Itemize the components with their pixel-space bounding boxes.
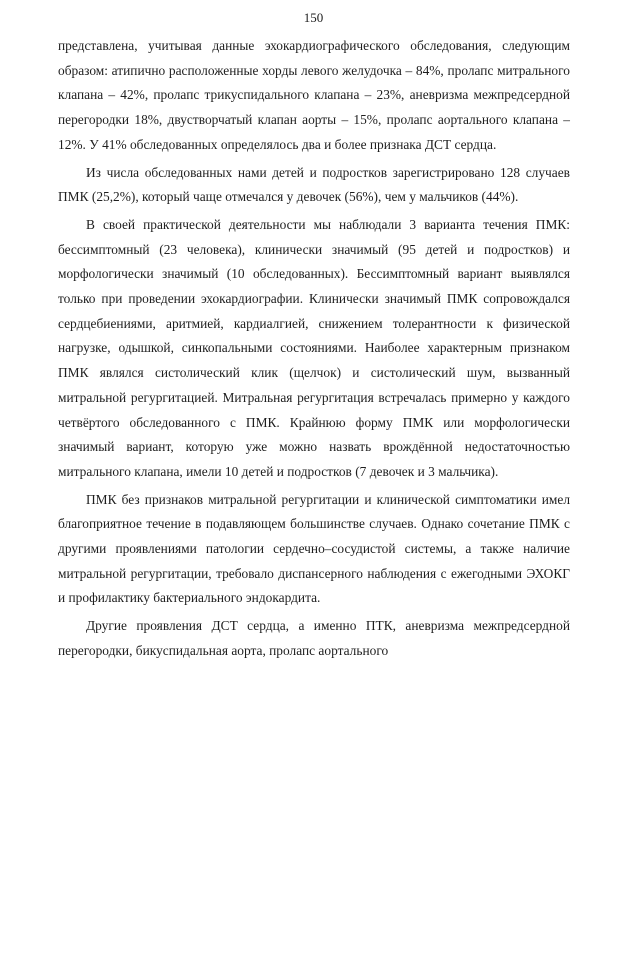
paragraph-1: представлена, учитывая данные эхокардиографического обследования, следующим образом: атипично расположенные хорды левого желудочка – 84%, пролапс митрального клапана – 42%, пролапс трикуспидального клапана – 23%, аневризма межпредсердной перегородки 18%, двустворчатый клапан аорты – 15%, пролапс аортального клапана – 12%. У 41% обследованных определялось два и более признака ДСТ сердца.: [58, 38, 570, 152]
paragraph-4: ПМК без признаков митральной регургитации и клинической симптоматики имел благоприятное течение в подавляющем большинстве случаев. Однако сочетание ПМК с другими проявлениями патологии сердечно–сосудистой системы, а также наличие митральной регургитации, требовало диспансерного наблюдения с ежегодными ЭХОКГ и профилактику бактериального эндокардита.: [58, 491, 570, 606]
body-text: [58, 34, 570, 664]
paragraph-3: В своей практической деятельности мы наблюдали 3 варианта течения ПМК: бессимптомный (23 человека), клинически значимый (95 детей и подростков) и морфологически значимый (10 обследованных). Бессимптомный вариант выявлялся только при проведении эхокардиографии. Клинически значимый ПМК сопровождался сердцебиениями, аритмией, кардиалгией, снижением толерантности к физической нагрузке, одышкой, синкопальными состояниями. Наиболее характерным признаком ПМК являлся систолический клик (щелчок) и систолический шум, вызванный митральной регургитацией. Митральная регургитация встречалась примерно у каждого четвёртого обследованного с ПМК. Крайнюю форму ПМК или морфологически значимый вариант, которую уже можно назвать врождённой недостаточностью митрального клапана, имели 10 детей и подростков (7 девочек и 3 мальчика).: [58, 216, 570, 479]
paragraph-2: Из числа обследованных нами детей и подростков зарегистрировано 128 случаев ПМК (25,2%), который чаще отмечался у девочек (56%), чем у мальчиков (44%).: [58, 164, 570, 205]
paragraph-5: Другие проявления ДСТ сердца, а именно ПТК, аневризма межпредсердной перегородки, бикуспидальная аорта, пролапс аортального: [58, 618, 570, 658]
page-number: 150: [303, 10, 324, 25]
